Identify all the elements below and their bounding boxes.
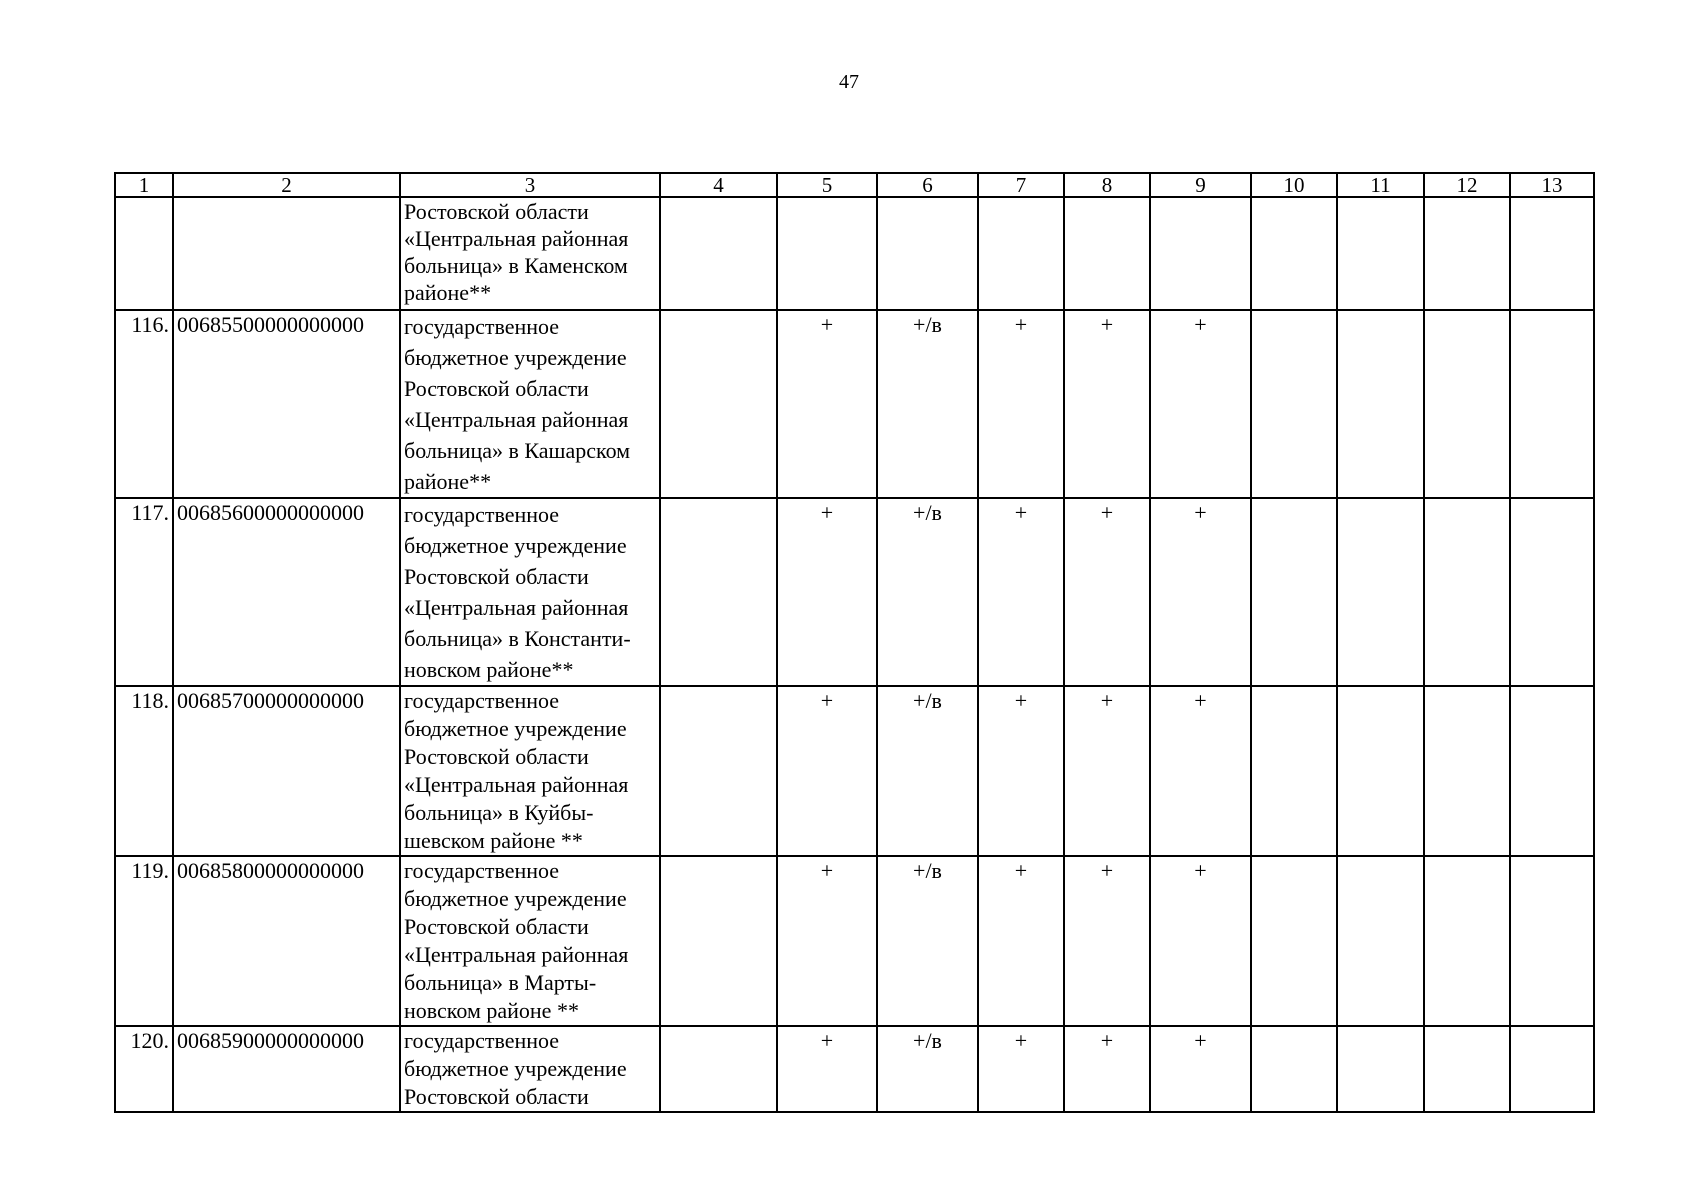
cell-col8: + xyxy=(1064,686,1150,856)
cell-col5 xyxy=(777,197,877,310)
cell-col11 xyxy=(1337,197,1424,310)
cell-col6: +/в xyxy=(877,1026,978,1112)
cell-col12 xyxy=(1424,310,1510,498)
cell-col9: + xyxy=(1150,498,1251,686)
row-name: государственное бюджетное учреждение Ростовской области xyxy=(400,1026,660,1112)
column-header: 8 xyxy=(1064,173,1150,197)
column-header: 13 xyxy=(1510,173,1594,197)
cell-col5: + xyxy=(777,686,877,856)
row-code xyxy=(173,197,400,310)
cell-col13 xyxy=(1510,197,1594,310)
cell-col8: + xyxy=(1064,498,1150,686)
page-number: 47 xyxy=(839,71,859,93)
row-code: 00685800000000000 xyxy=(173,856,400,1026)
cell-col10 xyxy=(1251,498,1337,686)
cell-col9: + xyxy=(1150,686,1251,856)
cell-col7: + xyxy=(978,686,1064,856)
cell-col6: +/в xyxy=(877,686,978,856)
column-header: 10 xyxy=(1251,173,1337,197)
cell-col12 xyxy=(1424,1026,1510,1112)
table-row xyxy=(115,1026,1594,1112)
cell-col11 xyxy=(1337,1026,1424,1112)
column-header: 2 xyxy=(173,173,400,197)
table-row xyxy=(115,498,1594,686)
row-code: 00685700000000000 xyxy=(173,686,400,856)
table-row xyxy=(115,197,1594,310)
cell-col4 xyxy=(660,197,777,310)
column-header: 7 xyxy=(978,173,1064,197)
cell-col4 xyxy=(660,856,777,1026)
table-header-row xyxy=(115,173,1594,197)
cell-col5: + xyxy=(777,310,877,498)
cell-col5: + xyxy=(777,498,877,686)
cell-col6 xyxy=(877,197,978,310)
table-row xyxy=(115,686,1594,856)
row-name: государственное бюджетное учреждение Ростовской области «Центральная районная больница» в Кашарском районе** xyxy=(400,310,660,498)
column-header: 11 xyxy=(1337,173,1424,197)
cell-col10 xyxy=(1251,310,1337,498)
row-number: 116. xyxy=(115,310,173,498)
cell-col8: + xyxy=(1064,1026,1150,1112)
column-header: 5 xyxy=(777,173,877,197)
column-header: 4 xyxy=(660,173,777,197)
cell-col4 xyxy=(660,498,777,686)
cell-col7: + xyxy=(978,310,1064,498)
row-number: 120. xyxy=(115,1026,173,1112)
cell-col9 xyxy=(1150,197,1251,310)
cell-col13 xyxy=(1510,686,1594,856)
column-header: 3 xyxy=(400,173,660,197)
cell-col11 xyxy=(1337,498,1424,686)
cell-col9: + xyxy=(1150,1026,1251,1112)
cell-col9: + xyxy=(1150,310,1251,498)
cell-col4 xyxy=(660,1026,777,1112)
column-header: 1 xyxy=(115,173,173,197)
cell-col11 xyxy=(1337,856,1424,1026)
cell-col8 xyxy=(1064,197,1150,310)
cell-col6: +/в xyxy=(877,498,978,686)
cell-col12 xyxy=(1424,686,1510,856)
row-number: 117. xyxy=(115,498,173,686)
row-code: 00685500000000000 xyxy=(173,310,400,498)
cell-col12 xyxy=(1424,498,1510,686)
cell-col13 xyxy=(1510,498,1594,686)
cell-col6: +/в xyxy=(877,310,978,498)
cell-col6: +/в xyxy=(877,856,978,1026)
cell-col13 xyxy=(1510,310,1594,498)
cell-col11 xyxy=(1337,310,1424,498)
row-number: 119. xyxy=(115,856,173,1026)
cell-col4 xyxy=(660,310,777,498)
cell-col5: + xyxy=(777,1026,877,1112)
cell-col12 xyxy=(1424,856,1510,1026)
cell-col7: + xyxy=(978,856,1064,1026)
cell-col8: + xyxy=(1064,310,1150,498)
cell-col10 xyxy=(1251,856,1337,1026)
row-number: 118. xyxy=(115,686,173,856)
cell-col10 xyxy=(1251,686,1337,856)
column-header: 9 xyxy=(1150,173,1251,197)
cell-col5: + xyxy=(777,856,877,1026)
row-name: государственное бюджетное учреждение Ростовской области «Центральная районная больница» в Марты-новском районе ** xyxy=(400,856,660,1026)
cell-col10 xyxy=(1251,1026,1337,1112)
cell-col7: + xyxy=(978,498,1064,686)
cell-col11 xyxy=(1337,686,1424,856)
row-name: Ростовской области «Центральная районная больница» в Каменском районе** xyxy=(400,197,660,310)
cell-col4 xyxy=(660,686,777,856)
table-row xyxy=(115,856,1594,1026)
cell-col10 xyxy=(1251,197,1337,310)
row-code: 00685600000000000 xyxy=(173,498,400,686)
cell-col12 xyxy=(1424,197,1510,310)
cell-col9: + xyxy=(1150,856,1251,1026)
row-number xyxy=(115,197,173,310)
cell-col7: + xyxy=(978,1026,1064,1112)
cell-col7 xyxy=(978,197,1064,310)
row-name: государственное бюджетное учреждение Ростовской области «Центральная районная больница» в Константи-новском районе** xyxy=(400,498,660,686)
cell-col8: + xyxy=(1064,856,1150,1026)
table-row xyxy=(115,310,1594,498)
row-name: государственное бюджетное учреждение Ростовской области «Центральная районная больница» в Куйбы-шевском районе ** xyxy=(400,686,660,856)
column-header: 6 xyxy=(877,173,978,197)
cell-col13 xyxy=(1510,1026,1594,1112)
cell-col13 xyxy=(1510,856,1594,1026)
data-table xyxy=(114,172,1595,1113)
column-header: 12 xyxy=(1424,173,1510,197)
row-code: 00685900000000000 xyxy=(173,1026,400,1112)
